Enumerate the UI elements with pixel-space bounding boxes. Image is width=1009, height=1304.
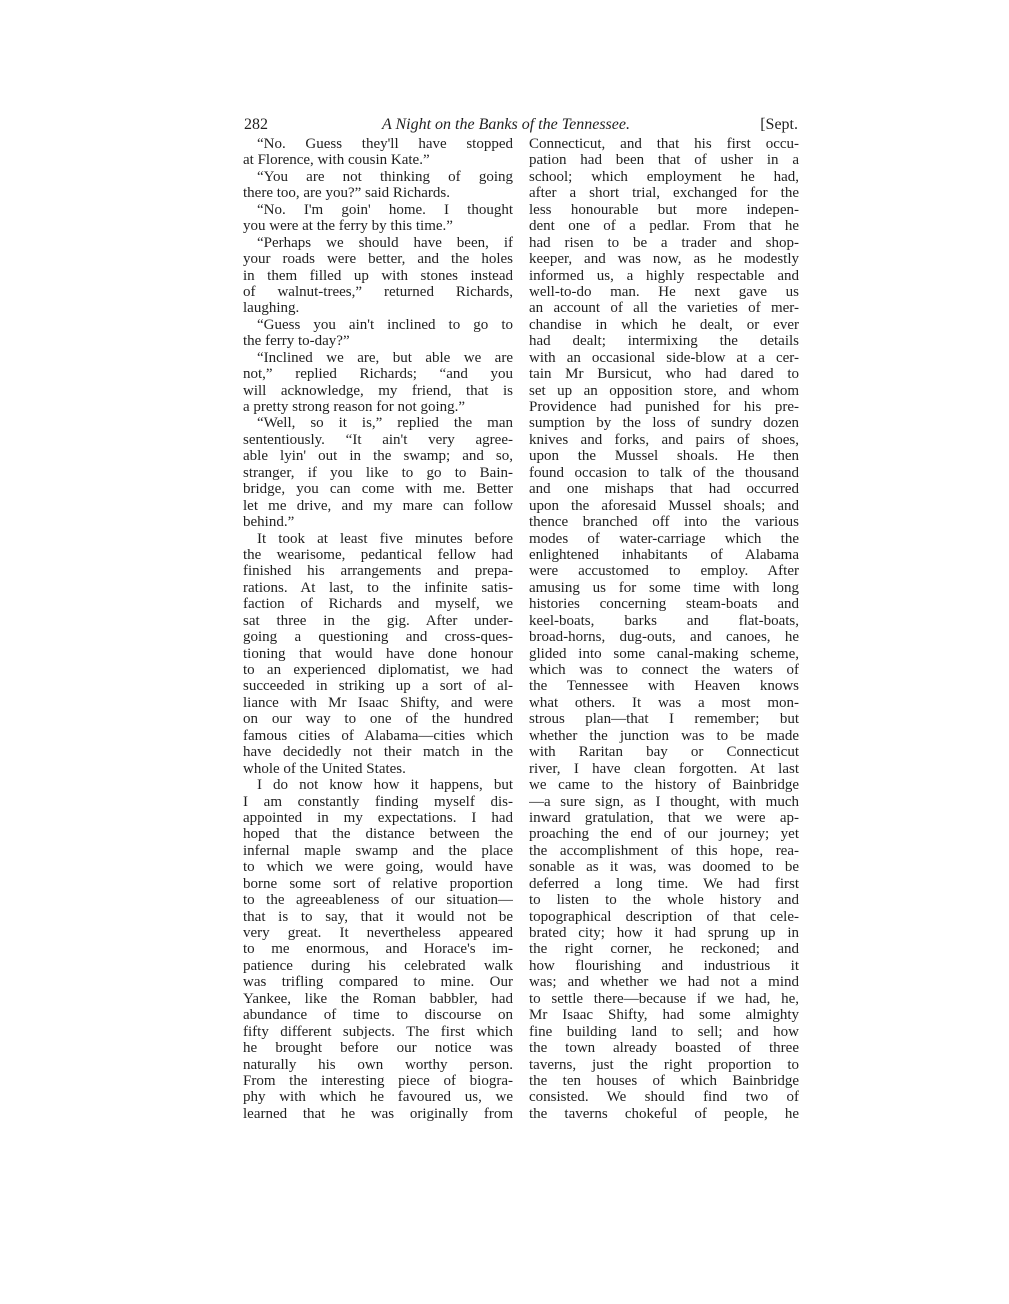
text-line: upon the Mussel shoals. He then: [529, 448, 799, 465]
text-line: you were at the ferry by this time.”: [243, 218, 453, 235]
text-line: was trifling compared to mine. Our: [243, 974, 513, 991]
text-line: Providence had punished for his pre-: [529, 399, 799, 415]
text-line: the Tennessee with Heaven knows: [529, 678, 799, 695]
text-line: proaching the end of our journey; yet: [529, 826, 799, 843]
text-line: keel-boats, barks and flat-boats,: [529, 612, 799, 629]
text-line: to the agreeableness of our situation—: [243, 892, 513, 909]
text-line: “Guess you ain't inclined to go to: [257, 316, 513, 333]
text-line: fine building land to sell; and how: [529, 1023, 799, 1040]
text-line: enlightened inhabitants of Alabama: [529, 546, 799, 563]
text-line: less honourable but more indepen-: [529, 201, 799, 218]
text-line: infernal maple swamp and the place: [243, 842, 513, 859]
text-line: sumption by the loss of sundry dozen: [529, 415, 799, 432]
text-line: of walnut-trees,” returned Richards,: [243, 283, 513, 300]
text-line: “Well, so it is,” replied the man: [257, 415, 513, 432]
text-line: glided into some canal-making scheme,: [529, 645, 799, 662]
text-line: patience during his celebrated walk: [243, 957, 513, 974]
text-line: we came to the history of Bainbridge: [529, 777, 799, 794]
text-line: and one mishaps that had occurred: [529, 481, 799, 498]
text-line: in them filled up with stones instead: [243, 267, 513, 284]
text-line: the accomplishment of this hope, rea-: [529, 842, 799, 859]
text-line: fifty different subjects. The first which: [243, 1023, 513, 1040]
text-line: dent one of a pedlar. From that he: [529, 218, 799, 235]
text-line: the town already boasted of three: [529, 1040, 799, 1057]
running-title: A Night on the Banks of the Tennessee.: [382, 116, 630, 133]
text-line: faction of Richards and myself, we: [243, 596, 513, 613]
text-line: had risen to be a trader and shop-: [529, 234, 799, 251]
text-line: appointed in my expectations. I had: [243, 809, 513, 826]
text-line: a pretty strong reason for not going.”: [243, 399, 466, 415]
text-line: modes of water-carriage which the: [529, 530, 799, 547]
text-line: at Florence, with cousin Kate.”: [243, 152, 430, 169]
text-line: naturally his own worthy person.: [243, 1056, 513, 1073]
text-line: was; and whether we had not a mind: [529, 974, 799, 991]
text-line: to settle there—because if we had, he,: [529, 990, 799, 1007]
text-line: consisted. We should find two of: [529, 1089, 799, 1106]
text-line: topographical description of that cele-: [529, 908, 799, 925]
text-line: phy with which he favoured us, we: [243, 1089, 513, 1106]
text-line: with an occasional side-blow at a cer-: [529, 349, 799, 366]
text-line: borne some sort of relative proportion: [243, 875, 513, 892]
text-line: the taverns chokeful of people, he: [529, 1105, 799, 1122]
text-line: with Raritan bay or Connecticut: [529, 744, 799, 761]
text-line: were accustomed to employ. After: [529, 563, 799, 580]
text-line: had dealt; intermixing the details: [529, 333, 799, 350]
text-line: stranger, if you like to go to Bain-: [243, 464, 513, 481]
text-line: sententiously. “It ain't very agree-: [243, 431, 513, 448]
text-line: famous cities of Alabama—cities which: [243, 727, 513, 744]
text-line: hoped that the distance between the: [243, 826, 513, 843]
text-line: behind.”: [243, 514, 295, 531]
text-line: very great. It nevertheless appeared: [243, 925, 513, 941]
text-line: learned that he was originally from: [243, 1105, 513, 1122]
text-line: whether the junction was to be made: [529, 727, 799, 744]
text-line: histories concerning steam-boats and: [529, 596, 799, 613]
text-line: not,” replied Richards; “and you: [243, 366, 513, 383]
text-line: able lyin' out in the swamp; and so,: [243, 448, 513, 465]
text-line: tioning that would have done honour: [243, 645, 513, 662]
text-line: bridge, you can come with me. Better: [243, 481, 513, 498]
text-line: broad-horns, dug-outs, and canoes, he: [529, 629, 799, 646]
text-line: he brought before our notice was: [243, 1040, 513, 1057]
text-line: Yankee, like the Roman babbler, had: [243, 990, 513, 1007]
text-line: informed us, a highly respectable and: [529, 267, 799, 284]
left-column: [243, 136, 513, 1122]
text-line: that is to say, that it would not be: [243, 908, 513, 925]
text-line: keeper, and was now, as he modestly: [529, 251, 799, 268]
text-line: From the interesting piece of biogra-: [243, 1072, 513, 1089]
text-line: there too, are you?” said Richards.: [243, 185, 451, 202]
text-line: sonable as it was, was doomed to be: [529, 859, 799, 876]
text-line: pation had been that of usher in a: [529, 152, 799, 169]
text-line: “Perhaps we should have been, if: [257, 234, 513, 251]
text-line: have decidedly not their match in the: [243, 744, 513, 761]
text-line: what others. It was a most mon-: [529, 694, 799, 711]
text-line: “Inclined we are, but able we are: [257, 349, 513, 366]
text-line: how flourishing and industrious it: [529, 957, 799, 974]
text-line: strous plan—that I remember; but: [529, 711, 799, 728]
text-line: rations. At last, to the infinite satis-: [243, 579, 513, 596]
text-line: which was to connect the waters of: [529, 662, 799, 678]
text-line: to an experienced diplomatist, we had: [243, 662, 513, 678]
text-line: let me drive, and my mare can follow: [243, 497, 513, 514]
text-line: on our way to one of the hundred: [243, 711, 513, 728]
text-line: school; which employment he had,: [529, 168, 799, 185]
text-line: the right corner, he reckoned; and: [529, 941, 799, 958]
running-head: [244, 114, 798, 136]
text-line: will acknowledge, my friend, that is: [243, 382, 513, 399]
text-line: to which we were going, would have: [243, 859, 513, 876]
right-column: [529, 136, 799, 1122]
text-line: Connecticut, and that his first occu-: [529, 136, 799, 152]
text-line: finished his arrangements and prepa-: [243, 563, 513, 580]
text-line: succeeded in striking up a sort of al-: [243, 678, 513, 695]
text-line: going a questioning and cross-ques-: [243, 629, 513, 646]
text-line: found occasion to talk of the thousand: [529, 464, 799, 481]
text-line: inward gratulation, that we were ap-: [529, 809, 799, 826]
text-line: sat three in the gig. After under-: [243, 612, 513, 629]
text-line: the ten houses of which Bainbridge: [529, 1072, 799, 1089]
page-number: 282: [244, 116, 268, 133]
text-line: to me enormous, and Horace's im-: [243, 941, 513, 958]
text-line: amusing us for some time with long: [529, 579, 799, 596]
text-line: knives and forks, and pairs of shoes,: [529, 431, 799, 448]
text-line: well-to-do man. He next gave us: [529, 283, 799, 300]
text-line: to listen to the whole history and: [529, 892, 799, 909]
text-line: “No. I'm goin' home. I thought: [257, 201, 513, 218]
text-line: taverns, just the right proportion to: [529, 1056, 799, 1073]
text-line: It took at least five minutes before: [257, 530, 513, 547]
text-line: an account of all the varieties of mer-: [529, 300, 799, 317]
text-line: thence branched off into the various: [529, 514, 799, 531]
text-line: Mr Isaac Shifty, had some almighty: [529, 1007, 799, 1024]
text-line: I am constantly finding myself dis-: [243, 793, 513, 810]
text-line: whole of the United States.: [243, 760, 406, 777]
text-line: I do not know how it happens, but: [257, 777, 513, 794]
text-line: laughing.: [243, 300, 300, 317]
text-line: abundance of time to discourse on: [243, 1007, 513, 1024]
text-line: set up an opposition store, and whom: [529, 382, 799, 399]
text-line: tain Mr Bursicut, who had dared to: [529, 366, 799, 383]
text-line: “No. Guess they'll have stopped: [257, 136, 513, 152]
text-line: after a short trial, exchanged for the: [529, 185, 799, 202]
text-line: river, I have clean forgotten. At last: [529, 760, 799, 777]
text-line: upon the aforesaid Mussel shoals; and: [529, 497, 799, 514]
text-line: your roads were better, and the holes: [243, 251, 513, 268]
text-line: “You are not thinking of going: [257, 168, 513, 185]
text-line: chandise in which he dealt, or ever: [529, 316, 799, 333]
text-line: brated city; how it had sprung up in: [529, 925, 799, 941]
text-line: the ferry to-day?”: [243, 333, 350, 350]
text-line: deferred a long time. We had first: [529, 875, 799, 892]
text-line: —a sure sign, as I thought, with much: [529, 793, 799, 810]
running-month: [Sept.: [760, 116, 798, 133]
text-line: the wearisome, pedantical fellow had: [243, 546, 513, 563]
text-line: liance with Mr Isaac Shifty, and were: [243, 694, 513, 711]
